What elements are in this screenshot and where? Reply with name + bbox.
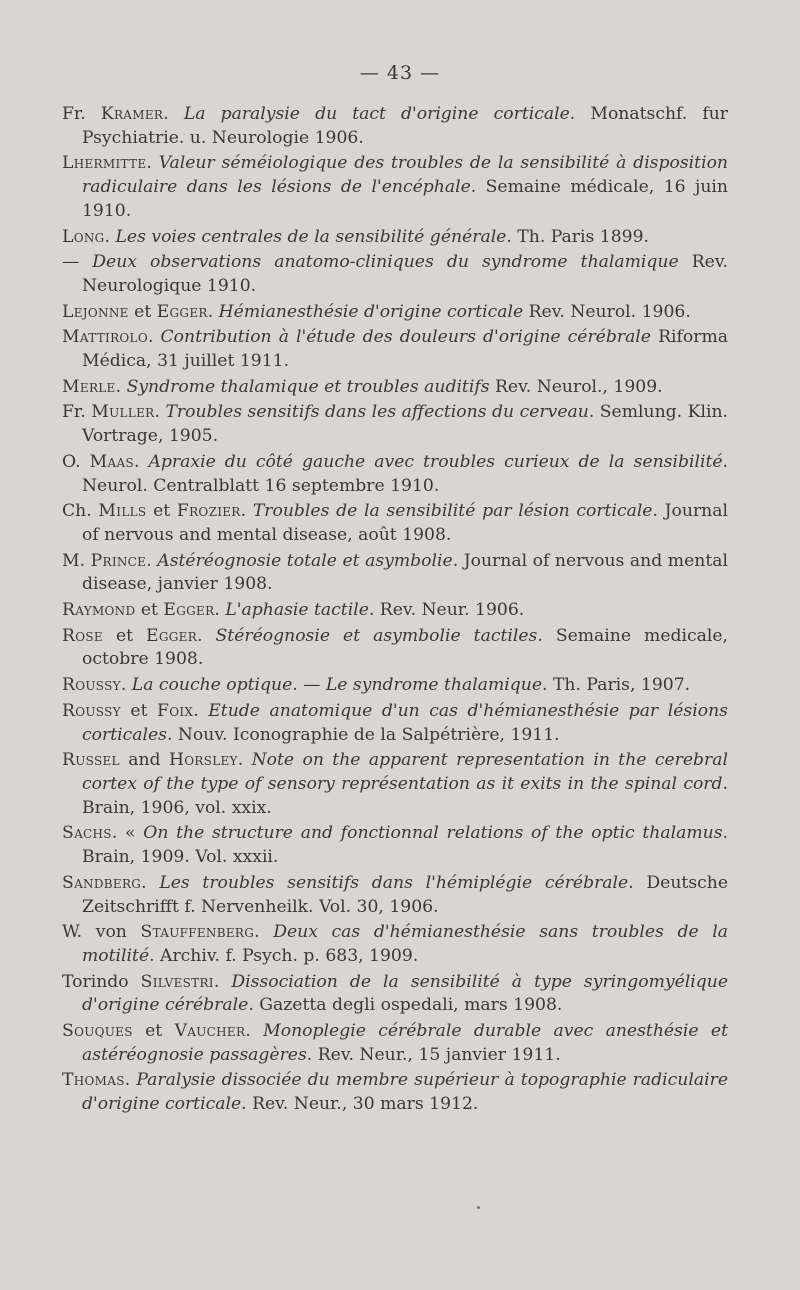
author-name: Stauffenberg (140, 922, 255, 943)
separator: et (146, 501, 177, 522)
work-title: Apraxie du côté gauche avec troubles curieux de la sensibilité (148, 451, 723, 472)
publication-info: . Deutsche Zeitschrifft f. Nervenheilk. Vol. 30, 1906. (82, 872, 728, 917)
reference-entry (62, 625, 728, 672)
author-name: Roussy (62, 700, 121, 721)
author-name: Silvestri (140, 971, 214, 992)
publication-info: Rev. Neurol., 1909. (489, 376, 663, 397)
reference-entry (62, 451, 728, 498)
work-title: Paralysie dissociée du membre supérieur à topographie radiculaire d'origine corticale (82, 1070, 729, 1115)
reference-entry (62, 1020, 728, 1067)
author-name: Russel (62, 750, 120, 771)
work-title: Hémianesthésie d'origine corticale (218, 301, 524, 322)
work-title: Note on the apparent representation in the cerebral cortex of the type of sensory représentation as it exits in the spinal cord (82, 750, 728, 794)
reference-entry (62, 251, 728, 298)
author-name: Lhermitte (62, 153, 147, 174)
separator: and (119, 750, 169, 771)
author-name: Roussy (62, 675, 121, 696)
separator: . (154, 402, 166, 423)
author-prefix: W. von (62, 922, 141, 943)
separator: . (240, 501, 253, 522)
publication-info: . Journal of nervous and mental disease, août 1908. (82, 501, 728, 545)
reference-entry (62, 326, 728, 373)
reference-entry (62, 921, 728, 968)
publication-info: . Rev. Neur. 1906. (368, 600, 525, 621)
author-prefix: O. (62, 451, 90, 472)
publication-info: . Semlung. Klin. Vortrage, 1905. (82, 402, 728, 447)
work-title: Les voies centrales de la sensibilité générale (115, 226, 507, 247)
separator: . (254, 922, 274, 943)
author-name: Raymond (62, 600, 136, 621)
publication-info: . Gazetta degli ospedali, mars 1908. (248, 995, 563, 1016)
publication-info: . Brain, 1906, vol. xxix. (82, 773, 728, 818)
author-prefix: — (62, 252, 93, 273)
author-prefix: Fr. (62, 104, 101, 124)
author-prefix: Fr. (62, 402, 92, 423)
publication-info: . Monatschf. fur Psychiatrie. u. Neurologie 1906. (82, 104, 728, 148)
publication-info: . Th. Paris, 1907. (542, 675, 691, 696)
author-name: Rose (62, 625, 103, 646)
author-name: Mills (98, 501, 147, 522)
publication-info: Riforma Médica, 31 juillet 1911. (82, 327, 728, 372)
publication-info: . Rev. Neur., 15 janvier 1911. (306, 1044, 561, 1065)
coauthor-name: Frozier (176, 501, 241, 522)
work-title: Stéréognosie et asymbolie tactiles (215, 625, 538, 646)
reference-entry (62, 226, 728, 250)
reference-entry (62, 401, 728, 448)
reference-entry (62, 152, 728, 223)
separator: . (163, 104, 184, 124)
reference-entry (62, 971, 728, 1018)
author-prefix: Ch. (62, 501, 99, 522)
author-prefix: Torindo (62, 971, 141, 992)
work-title: Dissociation de la sensibilité à type syringomyélique d'origine cérébrale (82, 971, 728, 1016)
reference-entry (62, 550, 728, 597)
work-title: On the structure and fonctionnal relations of the optic thalamus (143, 823, 723, 844)
separator: . (141, 872, 160, 893)
coauthor-name: Egger (146, 625, 198, 646)
author-name: Lejonne (62, 301, 129, 322)
separator: . (193, 700, 209, 721)
author-name: Long (62, 226, 105, 247)
work-title: Les troubles sensitifs dans l'hémiplégie cérébrale (159, 872, 629, 893)
work-title: La couche optique. — Le syndrome thalamique (131, 675, 543, 696)
author-name: Thomas (62, 1070, 125, 1091)
work-title: Deux cas d'hémianesthésie sans troubles de la motilité (82, 922, 728, 966)
reference-entry (62, 872, 728, 919)
reference-entry (62, 301, 728, 325)
separator: . (147, 327, 161, 348)
coauthor-name: Vaucher (174, 1021, 246, 1042)
work-title: Etude anatomique d'un cas d'hémianesthésie par lésions corticales (82, 700, 728, 745)
work-title: L'aphasie tactile (225, 600, 369, 621)
work-title: Astéréognosie totale et asymbolie (157, 550, 453, 571)
publication-info: . Brain, 1909. Vol. xxxii. (82, 823, 728, 868)
separator: . « (111, 823, 144, 844)
publication-info: . Rev. Neur., 30 mars 1912. (241, 1094, 479, 1115)
separator: . (207, 301, 219, 322)
work-title: Troubles sensitifs dans les affections du cerveau (165, 402, 589, 423)
publication-info: . Th. Paris 1899. (506, 226, 649, 247)
reference-entry (62, 749, 728, 820)
reference-entry (62, 674, 728, 698)
publication-info: . Neurol. Centralblatt 16 septembre 1910. (82, 451, 729, 496)
reference-entry (62, 700, 728, 747)
reference-entry (62, 1069, 728, 1116)
separator: . (214, 600, 226, 621)
author-name: Sandberg (62, 872, 142, 893)
separator: . (237, 750, 252, 771)
reference-entry (62, 599, 728, 623)
author-prefix: M. (62, 550, 91, 571)
author-name: Souques (62, 1021, 133, 1042)
separator: . (245, 1021, 264, 1042)
reference-entry (62, 376, 728, 400)
separator: . (120, 675, 132, 696)
author-name: Mattirolo (62, 327, 148, 348)
publication-info: Rev. Neurol. 1906. (523, 301, 691, 322)
separator: et (135, 600, 164, 621)
separator: et (120, 700, 158, 721)
author-name: Prince (90, 550, 147, 571)
separator: et (102, 625, 147, 646)
author-name: Sachs (62, 823, 112, 844)
work-title: Monoplegie cérébrale durable avec anesthésie et astéréognosie passagères (82, 1021, 728, 1065)
author-name: Merle (62, 376, 116, 397)
separator: . (124, 1070, 137, 1091)
bibliography-list (62, 103, 728, 1119)
page-number: — 43 — (359, 62, 441, 84)
publication-info: . Nouv. Iconographie de la Salpétrière, 1911. (166, 724, 560, 745)
publication-info: Rev. Neurologique 1910. (82, 252, 728, 296)
work-title: Syndrome thalamique et troubles auditifs (126, 376, 490, 397)
reference-entry (62, 822, 728, 869)
separator: . (197, 625, 216, 646)
reference-entry (62, 103, 728, 150)
publication-info: . Journal of nervous and mental disease, janvier 1908. (82, 550, 728, 595)
work-title: Contribution à l'étude des douleurs d'origine cérébrale (160, 327, 651, 348)
stray-ink-mark (477, 1206, 480, 1209)
work-title: Troubles de la sensibilité par lésion corticale (252, 501, 653, 522)
coauthor-name: Foix (157, 700, 194, 721)
publication-info: . Semaine médicale, 16 juin 1910. (82, 177, 728, 221)
separator: . (115, 376, 127, 397)
work-title: Deux observations anatomo-cliniques du syndrome thalamique (92, 252, 679, 273)
separator: . (104, 226, 116, 247)
author-name: Muller (91, 402, 155, 423)
publication-info: . Semaine medicale, octobre 1908. (82, 625, 729, 670)
work-title: Valeur séméiologique des troubles de la sensibilité à disposition radiculaire dans les lésions de l'encéphale (82, 153, 728, 198)
coauthor-name: Egger (156, 301, 208, 322)
author-name: Kramer (100, 104, 164, 124)
work-title: La paralysie du tact d'origine corticale (183, 104, 570, 124)
separator: et (128, 301, 157, 322)
separator: . (213, 971, 232, 992)
author-name: Maas (89, 451, 134, 472)
separator: . (146, 153, 159, 174)
separator: . (133, 451, 149, 472)
separator: . (146, 550, 158, 571)
coauthor-name: Egger (163, 600, 215, 621)
coauthor-name: Horsley (168, 750, 238, 771)
publication-info: . Archiv. f. Psych. p. 683, 1909. (149, 945, 419, 966)
reference-entry (62, 500, 728, 547)
separator: et (132, 1021, 175, 1042)
